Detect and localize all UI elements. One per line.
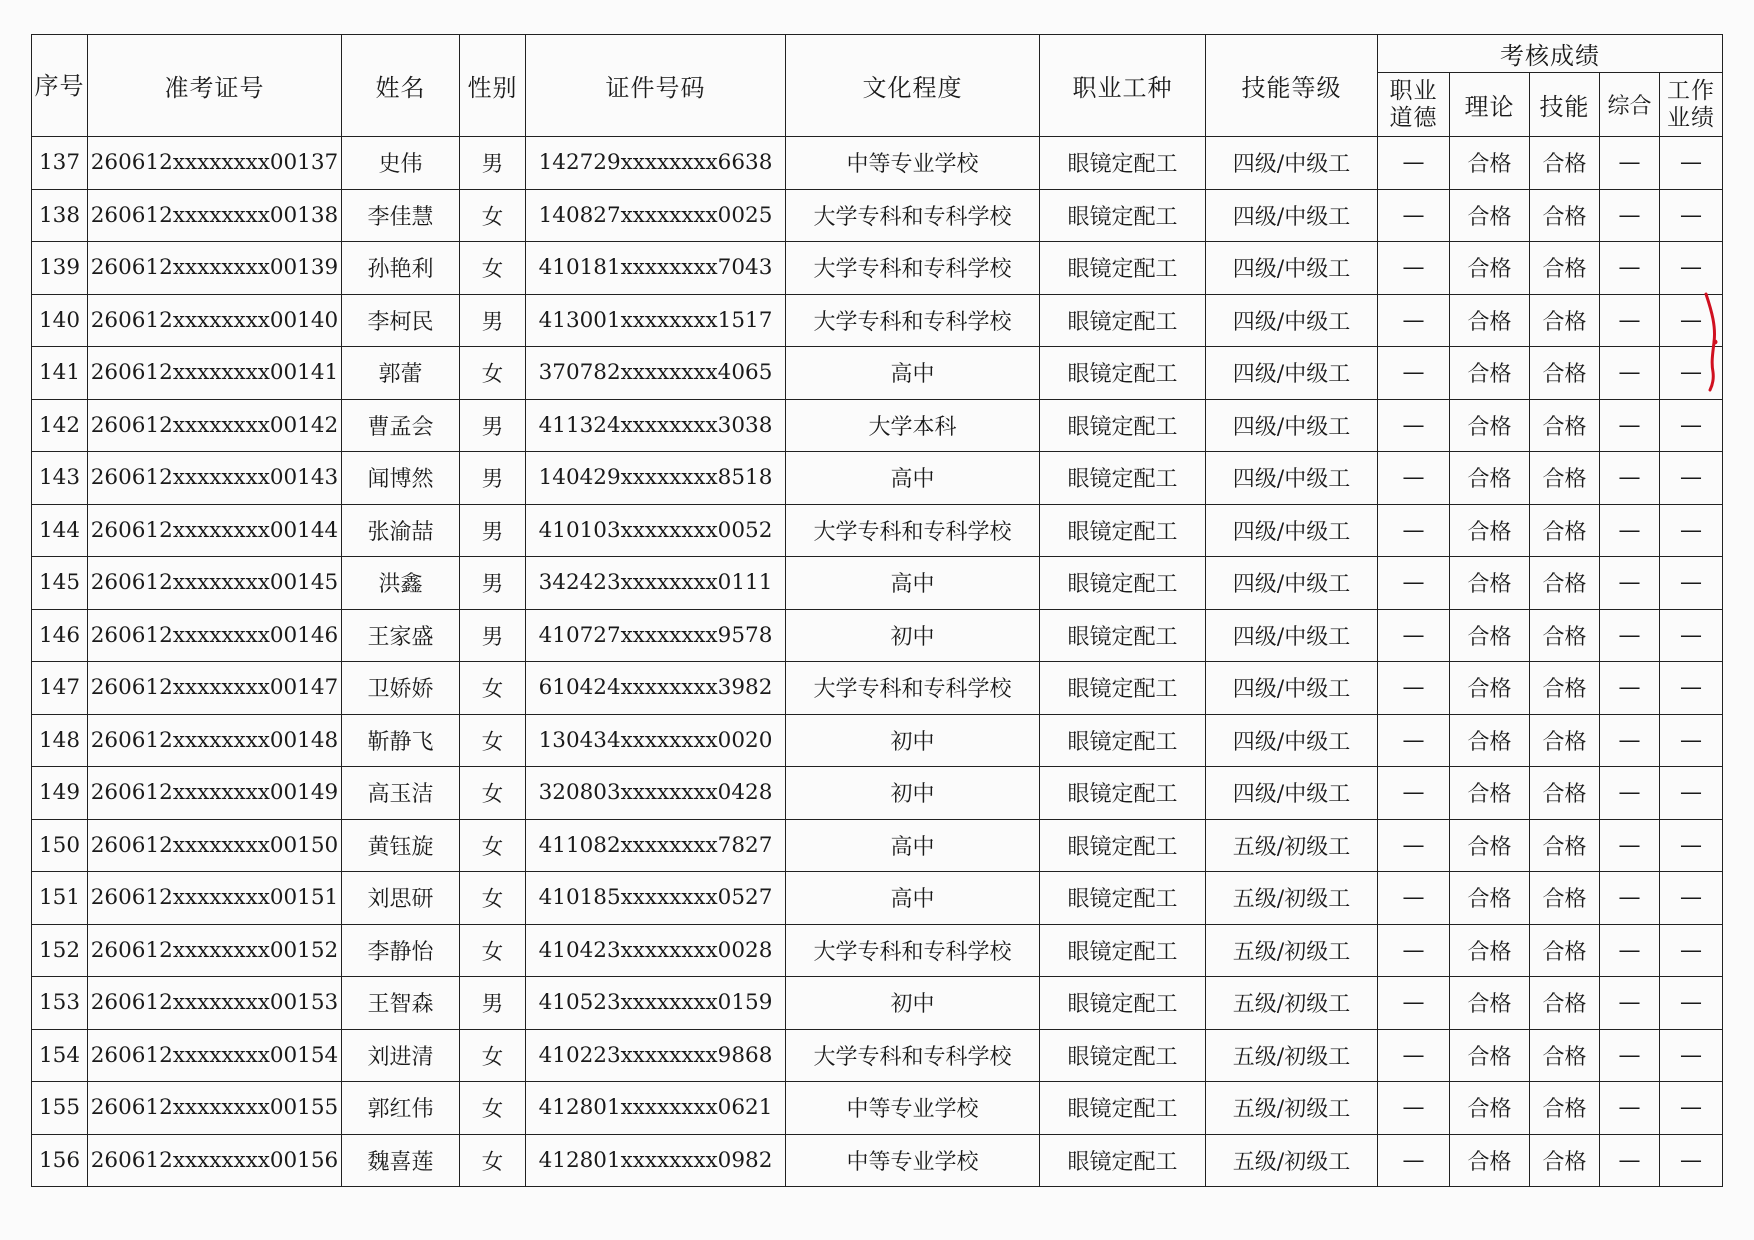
row-ticket: 260612xxxxxxxx00151 [88, 872, 342, 925]
row-ethics: — [1378, 1134, 1450, 1187]
row-seq: 149 [32, 767, 88, 820]
row-education: 初中 [786, 609, 1040, 662]
table-row [32, 557, 1723, 610]
row-name: 曹孟会 [342, 399, 460, 452]
results-table [31, 34, 1723, 1187]
row-id-number: 411324xxxxxxxx3038 [526, 399, 786, 452]
row-education: 中等专业学校 [786, 137, 1040, 190]
row-name: 高玉洁 [342, 767, 460, 820]
row-id-number: 370782xxxxxxxx4065 [526, 347, 786, 400]
row-skill-level: 四级/中级工 [1206, 662, 1378, 715]
row-theory: 合格 [1450, 294, 1530, 347]
table-row [32, 662, 1723, 715]
table-row [32, 924, 1723, 977]
row-work: — [1660, 872, 1723, 925]
row-skill-level: 四级/中级工 [1206, 609, 1378, 662]
row-overall: — [1600, 557, 1660, 610]
row-ticket: 260612xxxxxxxx00149 [88, 767, 342, 820]
row-theory: 合格 [1450, 1082, 1530, 1135]
row-gender: 女 [460, 242, 526, 295]
row-theory: 合格 [1450, 662, 1530, 715]
row-overall: — [1600, 137, 1660, 190]
header-skill: 技能 [1530, 73, 1600, 137]
row-seq: 146 [32, 609, 88, 662]
row-seq: 156 [32, 1134, 88, 1187]
row-education: 大学专科和专科学校 [786, 662, 1040, 715]
table-row [32, 399, 1723, 452]
row-education: 大学专科和专科学校 [786, 242, 1040, 295]
table-row [32, 137, 1723, 190]
row-ethics: — [1378, 924, 1450, 977]
row-work: — [1660, 189, 1723, 242]
row-seq: 143 [32, 452, 88, 505]
row-ticket: 260612xxxxxxxx00156 [88, 1134, 342, 1187]
row-gender: 女 [460, 1029, 526, 1082]
row-theory: 合格 [1450, 1134, 1530, 1187]
row-skill: 合格 [1530, 294, 1600, 347]
row-overall: — [1600, 242, 1660, 295]
row-occupation: 眼镜定配工 [1040, 819, 1206, 872]
row-skill: 合格 [1530, 714, 1600, 767]
table-row [32, 189, 1723, 242]
table-row [32, 294, 1723, 347]
row-id-number: 320803xxxxxxxx0428 [526, 767, 786, 820]
row-id-number: 610424xxxxxxxx3982 [526, 662, 786, 715]
row-ticket: 260612xxxxxxxx00146 [88, 609, 342, 662]
row-skill: 合格 [1530, 1029, 1600, 1082]
row-work: — [1660, 977, 1723, 1030]
row-skill-level: 四级/中级工 [1206, 714, 1378, 767]
row-id-number: 410423xxxxxxxx0028 [526, 924, 786, 977]
row-skill: 合格 [1530, 819, 1600, 872]
row-name: 王智森 [342, 977, 460, 1030]
row-id-number: 411082xxxxxxxx7827 [526, 819, 786, 872]
row-skill-level: 五级/初级工 [1206, 977, 1378, 1030]
row-occupation: 眼镜定配工 [1040, 504, 1206, 557]
row-theory: 合格 [1450, 347, 1530, 400]
row-skill-level: 五级/初级工 [1206, 1082, 1378, 1135]
row-gender: 女 [460, 819, 526, 872]
row-skill: 合格 [1530, 872, 1600, 925]
row-seq: 137 [32, 137, 88, 190]
row-ethics: — [1378, 609, 1450, 662]
row-name: 刘思研 [342, 872, 460, 925]
row-ethics: — [1378, 662, 1450, 715]
row-skill-level: 五级/初级工 [1206, 819, 1378, 872]
row-overall: — [1600, 609, 1660, 662]
row-name: 孙艳利 [342, 242, 460, 295]
table-header [32, 35, 1723, 137]
header-work: 工作业绩 [1660, 73, 1723, 137]
row-id-number: 412801xxxxxxxx0982 [526, 1134, 786, 1187]
row-ethics: — [1378, 347, 1450, 400]
header-overall: 综合 [1600, 73, 1660, 137]
row-occupation: 眼镜定配工 [1040, 662, 1206, 715]
row-theory: 合格 [1450, 977, 1530, 1030]
row-skill: 合格 [1530, 189, 1600, 242]
row-gender: 男 [460, 137, 526, 190]
row-theory: 合格 [1450, 137, 1530, 190]
row-theory: 合格 [1450, 819, 1530, 872]
row-id-number: 410223xxxxxxxx9868 [526, 1029, 786, 1082]
row-seq: 140 [32, 294, 88, 347]
row-gender: 男 [460, 977, 526, 1030]
row-name: 闻博然 [342, 452, 460, 505]
row-overall: — [1600, 714, 1660, 767]
header-theory: 理论 [1450, 73, 1530, 137]
row-education: 中等专业学校 [786, 1082, 1040, 1135]
row-name: 郭红伟 [342, 1082, 460, 1135]
row-overall: — [1600, 347, 1660, 400]
row-theory: 合格 [1450, 1029, 1530, 1082]
row-theory: 合格 [1450, 189, 1530, 242]
row-skill-level: 四级/中级工 [1206, 399, 1378, 452]
row-ticket: 260612xxxxxxxx00147 [88, 662, 342, 715]
row-skill-level: 五级/初级工 [1206, 924, 1378, 977]
row-id-number: 140827xxxxxxxx0025 [526, 189, 786, 242]
row-theory: 合格 [1450, 767, 1530, 820]
row-ethics: — [1378, 872, 1450, 925]
row-ticket: 260612xxxxxxxx00145 [88, 557, 342, 610]
row-skill-level: 四级/中级工 [1206, 557, 1378, 610]
row-occupation: 眼镜定配工 [1040, 242, 1206, 295]
row-ticket: 260612xxxxxxxx00144 [88, 504, 342, 557]
row-id-number: 140429xxxxxxxx8518 [526, 452, 786, 505]
row-id-number: 342423xxxxxxxx0111 [526, 557, 786, 610]
row-work: — [1660, 714, 1723, 767]
row-occupation: 眼镜定配工 [1040, 347, 1206, 400]
table-row [32, 452, 1723, 505]
row-seq: 144 [32, 504, 88, 557]
row-occupation: 眼镜定配工 [1040, 137, 1206, 190]
row-gender: 女 [460, 924, 526, 977]
row-overall: — [1600, 924, 1660, 977]
row-id-number: 410103xxxxxxxx0052 [526, 504, 786, 557]
table-row [32, 714, 1723, 767]
row-work: — [1660, 242, 1723, 295]
row-occupation: 眼镜定配工 [1040, 399, 1206, 452]
row-skill-level: 四级/中级工 [1206, 294, 1378, 347]
row-work: — [1660, 452, 1723, 505]
row-ticket: 260612xxxxxxxx00148 [88, 714, 342, 767]
row-ticket: 260612xxxxxxxx00154 [88, 1029, 342, 1082]
row-work: — [1660, 294, 1723, 347]
row-overall: — [1600, 819, 1660, 872]
row-occupation: 眼镜定配工 [1040, 1029, 1206, 1082]
row-ethics: — [1378, 189, 1450, 242]
row-ticket: 260612xxxxxxxx00141 [88, 347, 342, 400]
row-occupation: 眼镜定配工 [1040, 924, 1206, 977]
row-skill-level: 五级/初级工 [1206, 1029, 1378, 1082]
table-row [32, 1082, 1723, 1135]
row-seq: 153 [32, 977, 88, 1030]
row-work: — [1660, 137, 1723, 190]
row-skill-level: 四级/中级工 [1206, 347, 1378, 400]
row-ethics: — [1378, 452, 1450, 505]
header-results: 考核成绩 [1378, 35, 1723, 73]
row-gender: 女 [460, 872, 526, 925]
row-theory: 合格 [1450, 557, 1530, 610]
table-row [32, 977, 1723, 1030]
row-name: 魏喜莲 [342, 1134, 460, 1187]
row-work: — [1660, 1029, 1723, 1082]
row-name: 黄钰旋 [342, 819, 460, 872]
row-occupation: 眼镜定配工 [1040, 977, 1206, 1030]
row-skill-level: 四级/中级工 [1206, 137, 1378, 190]
row-name: 洪鑫 [342, 557, 460, 610]
row-occupation: 眼镜定配工 [1040, 872, 1206, 925]
row-name: 刘进清 [342, 1029, 460, 1082]
row-skill: 合格 [1530, 977, 1600, 1030]
row-overall: — [1600, 294, 1660, 347]
row-gender: 女 [460, 1134, 526, 1187]
row-occupation: 眼镜定配工 [1040, 452, 1206, 505]
row-skill: 合格 [1530, 452, 1600, 505]
row-seq: 145 [32, 557, 88, 610]
row-gender: 女 [460, 347, 526, 400]
row-name: 李佳慧 [342, 189, 460, 242]
row-theory: 合格 [1450, 872, 1530, 925]
row-education: 大学专科和专科学校 [786, 924, 1040, 977]
row-education: 大学专科和专科学校 [786, 1029, 1040, 1082]
row-ethics: — [1378, 242, 1450, 295]
row-gender: 男 [460, 452, 526, 505]
row-overall: — [1600, 767, 1660, 820]
row-occupation: 眼镜定配工 [1040, 294, 1206, 347]
row-skill: 合格 [1530, 924, 1600, 977]
row-gender: 女 [460, 1082, 526, 1135]
row-seq: 139 [32, 242, 88, 295]
row-overall: — [1600, 872, 1660, 925]
row-ethics: — [1378, 977, 1450, 1030]
table-row [32, 1134, 1723, 1187]
row-education: 大学本科 [786, 399, 1040, 452]
row-education: 初中 [786, 977, 1040, 1030]
row-education: 初中 [786, 767, 1040, 820]
row-overall: — [1600, 1134, 1660, 1187]
row-ticket: 260612xxxxxxxx00138 [88, 189, 342, 242]
header-ticket: 准考证号 [88, 35, 342, 137]
row-ticket: 260612xxxxxxxx00155 [88, 1082, 342, 1135]
row-seq: 142 [32, 399, 88, 452]
row-skill-level: 四级/中级工 [1206, 767, 1378, 820]
row-id-number: 410181xxxxxxxx7043 [526, 242, 786, 295]
row-overall: — [1600, 1082, 1660, 1135]
row-work: — [1660, 399, 1723, 452]
row-skill: 合格 [1530, 347, 1600, 400]
row-education: 高中 [786, 872, 1040, 925]
row-occupation: 眼镜定配工 [1040, 609, 1206, 662]
row-theory: 合格 [1450, 924, 1530, 977]
header-name: 姓名 [342, 35, 460, 137]
row-occupation: 眼镜定配工 [1040, 1134, 1206, 1187]
row-occupation: 眼镜定配工 [1040, 714, 1206, 767]
row-ticket: 260612xxxxxxxx00150 [88, 819, 342, 872]
row-skill: 合格 [1530, 242, 1600, 295]
row-seq: 151 [32, 872, 88, 925]
row-gender: 女 [460, 662, 526, 715]
row-overall: — [1600, 399, 1660, 452]
row-work: — [1660, 347, 1723, 400]
row-ethics: — [1378, 1029, 1450, 1082]
row-seq: 148 [32, 714, 88, 767]
row-ethics: — [1378, 767, 1450, 820]
row-ethics: — [1378, 294, 1450, 347]
row-theory: 合格 [1450, 399, 1530, 452]
row-theory: 合格 [1450, 609, 1530, 662]
row-overall: — [1600, 504, 1660, 557]
table-row [32, 504, 1723, 557]
row-education: 大学专科和专科学校 [786, 294, 1040, 347]
row-gender: 男 [460, 557, 526, 610]
table-row [32, 819, 1723, 872]
row-id-number: 410185xxxxxxxx0527 [526, 872, 786, 925]
row-skill-level: 四级/中级工 [1206, 189, 1378, 242]
row-name: 靳静飞 [342, 714, 460, 767]
row-education: 高中 [786, 452, 1040, 505]
row-skill-level: 四级/中级工 [1206, 452, 1378, 505]
row-ethics: — [1378, 557, 1450, 610]
row-name: 李柯民 [342, 294, 460, 347]
row-education: 高中 [786, 347, 1040, 400]
row-seq: 138 [32, 189, 88, 242]
row-skill: 合格 [1530, 1082, 1600, 1135]
row-ethics: — [1378, 1082, 1450, 1135]
row-education: 高中 [786, 557, 1040, 610]
row-theory: 合格 [1450, 452, 1530, 505]
row-occupation: 眼镜定配工 [1040, 557, 1206, 610]
row-education: 初中 [786, 714, 1040, 767]
header-seq: 序号 [32, 35, 88, 137]
table-row [32, 767, 1723, 820]
row-overall: — [1600, 452, 1660, 505]
row-ticket: 260612xxxxxxxx00137 [88, 137, 342, 190]
table-body [32, 137, 1723, 1187]
row-work: — [1660, 924, 1723, 977]
table-row [32, 609, 1723, 662]
table-row [32, 1029, 1723, 1082]
row-education: 大学专科和专科学校 [786, 504, 1040, 557]
row-ethics: — [1378, 714, 1450, 767]
table-row [32, 347, 1723, 400]
table-row [32, 242, 1723, 295]
row-gender: 男 [460, 504, 526, 557]
header-education: 文化程度 [786, 35, 1040, 137]
row-skill-level: 四级/中级工 [1206, 242, 1378, 295]
row-id-number: 142729xxxxxxxx6638 [526, 137, 786, 190]
row-gender: 女 [460, 714, 526, 767]
row-gender: 男 [460, 294, 526, 347]
row-skill: 合格 [1530, 557, 1600, 610]
header-id-number: 证件号码 [526, 35, 786, 137]
row-education: 大学专科和专科学校 [786, 189, 1040, 242]
row-ethics: — [1378, 399, 1450, 452]
row-ticket: 260612xxxxxxxx00152 [88, 924, 342, 977]
row-gender: 女 [460, 767, 526, 820]
row-name: 张渝喆 [342, 504, 460, 557]
row-seq: 155 [32, 1082, 88, 1135]
row-id-number: 130434xxxxxxxx0020 [526, 714, 786, 767]
row-gender: 女 [460, 189, 526, 242]
row-work: — [1660, 557, 1723, 610]
row-theory: 合格 [1450, 714, 1530, 767]
row-skill: 合格 [1530, 609, 1600, 662]
row-occupation: 眼镜定配工 [1040, 189, 1206, 242]
row-work: — [1660, 1082, 1723, 1135]
row-gender: 男 [460, 609, 526, 662]
row-overall: — [1600, 977, 1660, 1030]
row-occupation: 眼镜定配工 [1040, 767, 1206, 820]
row-overall: — [1600, 1029, 1660, 1082]
row-id-number: 410523xxxxxxxx0159 [526, 977, 786, 1030]
row-id-number: 410727xxxxxxxx9578 [526, 609, 786, 662]
header-ethics: 职业道德 [1378, 73, 1450, 137]
row-ticket: 260612xxxxxxxx00140 [88, 294, 342, 347]
row-work: — [1660, 767, 1723, 820]
row-id-number: 412801xxxxxxxx0621 [526, 1082, 786, 1135]
row-work: — [1660, 819, 1723, 872]
row-skill-level: 四级/中级工 [1206, 504, 1378, 557]
row-seq: 147 [32, 662, 88, 715]
row-theory: 合格 [1450, 504, 1530, 557]
header-skill-level: 技能等级 [1206, 35, 1378, 137]
row-skill-level: 五级/初级工 [1206, 1134, 1378, 1187]
header-occupation: 职业工种 [1040, 35, 1206, 137]
row-occupation: 眼镜定配工 [1040, 1082, 1206, 1135]
row-gender: 男 [460, 399, 526, 452]
row-ethics: — [1378, 819, 1450, 872]
row-ethics: — [1378, 504, 1450, 557]
row-ethics: — [1378, 137, 1450, 190]
row-overall: — [1600, 189, 1660, 242]
row-seq: 141 [32, 347, 88, 400]
row-skill: 合格 [1530, 399, 1600, 452]
table-row [32, 872, 1723, 925]
row-ticket: 260612xxxxxxxx00139 [88, 242, 342, 295]
row-name: 李静怡 [342, 924, 460, 977]
row-skill-level: 五级/初级工 [1206, 872, 1378, 925]
row-work: — [1660, 662, 1723, 715]
row-education: 高中 [786, 819, 1040, 872]
row-id-number: 413001xxxxxxxx1517 [526, 294, 786, 347]
row-overall: — [1600, 662, 1660, 715]
row-skill: 合格 [1530, 767, 1600, 820]
row-name: 王家盛 [342, 609, 460, 662]
row-skill: 合格 [1530, 504, 1600, 557]
row-theory: 合格 [1450, 242, 1530, 295]
row-skill: 合格 [1530, 662, 1600, 715]
row-work: — [1660, 1134, 1723, 1187]
row-ticket: 260612xxxxxxxx00153 [88, 977, 342, 1030]
row-seq: 152 [32, 924, 88, 977]
row-education: 中等专业学校 [786, 1134, 1040, 1187]
row-ticket: 260612xxxxxxxx00142 [88, 399, 342, 452]
row-work: — [1660, 504, 1723, 557]
row-skill: 合格 [1530, 1134, 1600, 1187]
header-gender: 性别 [460, 35, 526, 137]
row-seq: 154 [32, 1029, 88, 1082]
row-seq: 150 [32, 819, 88, 872]
red-pen-mark [1702, 292, 1720, 392]
row-name: 郭蕾 [342, 347, 460, 400]
row-ticket: 260612xxxxxxxx00143 [88, 452, 342, 505]
row-skill: 合格 [1530, 137, 1600, 190]
row-work: — [1660, 609, 1723, 662]
row-name: 卫娇娇 [342, 662, 460, 715]
row-name: 史伟 [342, 137, 460, 190]
